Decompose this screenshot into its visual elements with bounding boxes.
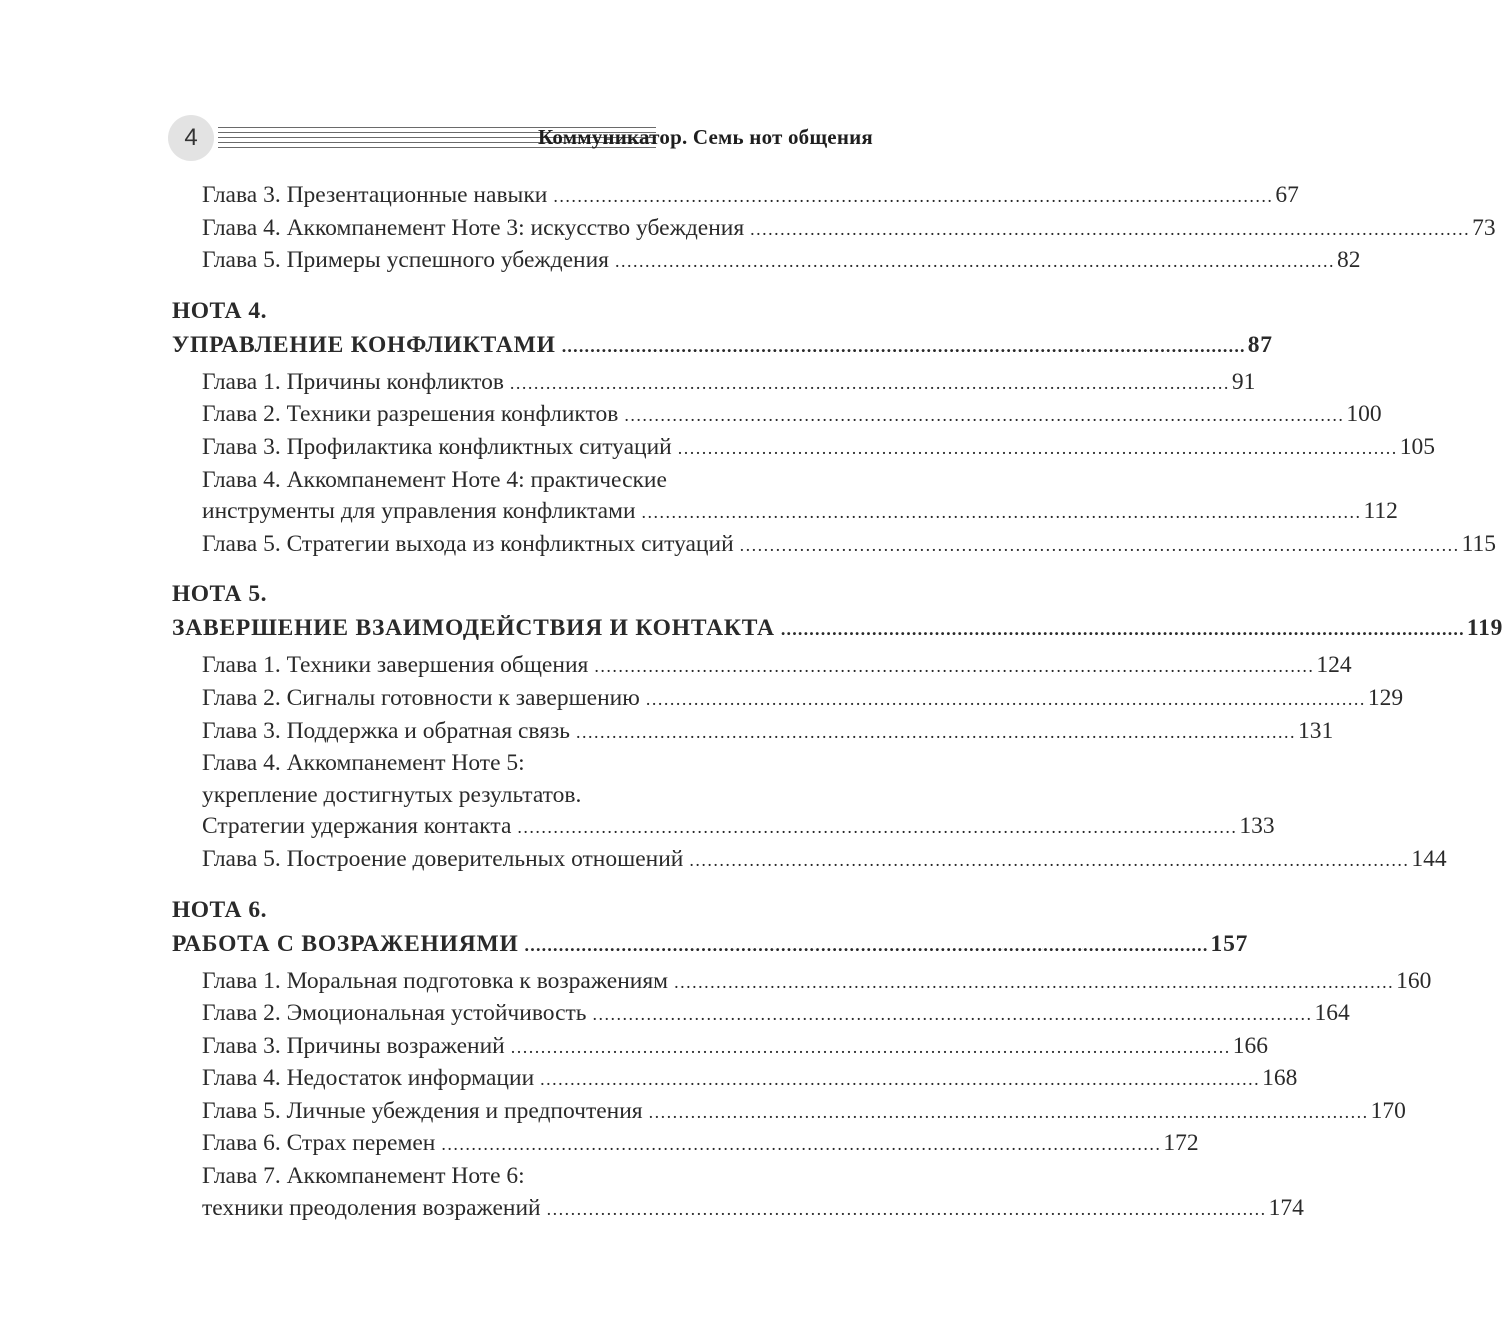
toc-entry-title: Глава 1. Причины конфликтов (202, 368, 504, 395)
toc-entry-page: 105 (1399, 433, 1435, 460)
toc-entry[interactable] (172, 1193, 1304, 1226)
dot-leader: ........................................................................................................................ (594, 656, 1315, 677)
toc-entry-line: укрепление достигнутых результатов. (202, 781, 582, 808)
toc-entry[interactable] (172, 180, 1299, 213)
page-number: 4 (168, 115, 214, 161)
toc-entry-line: Глава 4. Аккомпанемент Ноте 5: (202, 750, 525, 777)
dot-leader: ........................................................................................................................ (561, 335, 1246, 356)
page-header (168, 113, 873, 163)
toc-entry-title: Глава 1. Техники завершения общения (202, 652, 589, 679)
section-page: 119 (1466, 615, 1503, 642)
section-entry[interactable] (172, 328, 1273, 363)
top-chapter-list (172, 180, 1496, 278)
toc-entry-page: 112 (1363, 498, 1398, 525)
toc-entry-page: 174 (1268, 1194, 1304, 1221)
toc-entry[interactable] (172, 683, 1404, 716)
toc-entry-page: 144 (1411, 845, 1447, 872)
dot-leader: ........................................................................................................................ (592, 1004, 1313, 1025)
toc-entry-title: Глава 3. Профилактика конфликтных ситуаций (202, 433, 672, 460)
section-entry[interactable] (172, 611, 1503, 646)
toc-entry-line: Глава 4. Аккомпанемент Ноте 4: практические (202, 466, 667, 493)
section-entry[interactable] (172, 927, 1249, 962)
toc-entry-title: Глава 1. Моральная подготовка к возражениям (202, 967, 669, 994)
running-title: Коммуникатор. Семь нот общения (538, 125, 873, 149)
note-label: НОТА 5. (172, 581, 268, 608)
toc-entry[interactable] (172, 716, 1334, 749)
toc-entry[interactable] (172, 998, 1350, 1031)
toc-entry-title: инструменты для управления конфликтами (202, 498, 636, 525)
dot-leader: ........................................................................................................................ (509, 372, 1230, 393)
dot-leader: ........................................................................................................................ (677, 437, 1398, 458)
dot-leader: ........................................................................................................................ (648, 1101, 1369, 1122)
section-title: РАБОТА С ВОЗРАЖЕНИЯМИ (172, 930, 519, 957)
toc-entry-line: Глава 7. Аккомпанемент Ноте 6: (202, 1163, 525, 1190)
dot-leader: ........................................................................................................................ (641, 502, 1362, 523)
toc-entry[interactable] (172, 367, 1256, 400)
dot-leader: ........................................................................................................................ (441, 1134, 1162, 1155)
toc-entry-page: 67 (1275, 182, 1299, 208)
toc-entry-page: 129 (1367, 684, 1404, 711)
dot-leader: ........................................................................................................................ (553, 186, 1274, 206)
toc-entry-page: 82 (1336, 247, 1361, 274)
section-title: ЗАВЕРШЕНИЕ ВЗАИМОДЕЙСТВИЯ И КОНТАКТА (172, 615, 775, 642)
dot-leader: ........................................................................................................................ (576, 721, 1297, 742)
toc-entry-page: 100 (1346, 401, 1382, 428)
toc-entry[interactable] (172, 966, 1432, 999)
toc-entry-title: Глава 3. Причины возражений (202, 1032, 505, 1059)
toc-entry-page: 73 (1472, 214, 1496, 241)
toc-entry-page: 115 (1461, 530, 1497, 557)
section-title: УПРАВЛЕНИЕ КОНФЛИКТАМИ (172, 331, 556, 358)
toc-entry[interactable] (172, 811, 1275, 844)
toc-entry[interactable] (172, 213, 1496, 246)
toc-entry-page: 160 (1396, 967, 1432, 994)
dot-leader: ........................................................................................................................ (510, 1036, 1231, 1057)
toc-entry-title: Глава 2. Техники разрешения конфликтов (202, 401, 619, 428)
toc-entry[interactable] (172, 1096, 1406, 1129)
toc-entry-title: Глава 3. Поддержка и обратная связь (202, 717, 571, 744)
section-page: 157 (1210, 930, 1249, 957)
toc-entry-page: 131 (1298, 717, 1334, 744)
toc-entry[interactable] (172, 432, 1435, 465)
toc-entry-title: Глава 3. Презентационные навыки (202, 182, 548, 208)
toc-entry-title: Глава 4. Аккомпанемент Ноте 3: искусство убеждения (202, 214, 745, 241)
dot-leader: ........................................................................................................................ (546, 1198, 1267, 1219)
toc-entry[interactable] (172, 1128, 1199, 1161)
toc-entry-page: 168 (1262, 1065, 1298, 1092)
toc-entry-title: Стратегии удержания контакта (202, 813, 512, 840)
dot-leader: ........................................................................................................................ (750, 218, 1471, 239)
toc-entry-title: Глава 2. Сигналы готовности к завершению (202, 684, 640, 711)
dot-leader: ........................................................................................................................ (614, 251, 1335, 272)
toc-entry[interactable] (172, 245, 1361, 278)
dot-leader: ........................................................................................................................ (689, 849, 1410, 870)
dot-leader: ........................................................................................................................ (739, 534, 1460, 555)
dot-leader: ........................................................................................................................ (624, 405, 1345, 426)
table-of-contents (172, 180, 1503, 1225)
dot-leader: ........................................................................................................................ (780, 619, 1465, 640)
toc-entry-title: Глава 6. Страх перемен (202, 1130, 436, 1157)
toc-entry[interactable] (172, 844, 1447, 877)
toc-entry[interactable] (172, 399, 1382, 432)
note-section-6 (172, 893, 1432, 1226)
note-label: НОТА 6. (172, 896, 268, 923)
toc-entry-title: Глава 5. Стратегии выхода из конфликтных ситуаций (202, 530, 734, 557)
toc-entry-page: 170 (1370, 1097, 1406, 1124)
toc-entry-page: 91 (1231, 368, 1256, 395)
toc-entry-page: 164 (1314, 1000, 1350, 1027)
toc-entry-page: 124 (1316, 652, 1352, 679)
toc-entry[interactable] (172, 650, 1352, 683)
note-section-4 (172, 294, 1497, 562)
section-page: 87 (1247, 331, 1273, 358)
toc-entry-title: Глава 4. Недостаток информации (202, 1065, 535, 1092)
toc-entry[interactable] (172, 1031, 1268, 1064)
dot-leader: ........................................................................................................................ (540, 1069, 1261, 1090)
toc-entry-page: 172 (1163, 1130, 1199, 1157)
dot-leader: ........................................................................................................................ (674, 971, 1395, 992)
toc-entry-title: техники преодоления возражений (202, 1194, 541, 1221)
toc-entry[interactable] (172, 1063, 1298, 1096)
toc-entry[interactable] (172, 496, 1398, 529)
note-label: НОТА 4. (172, 297, 268, 324)
toc-entry-title: Глава 2. Эмоциональная устойчивость (202, 1000, 587, 1027)
toc-entry-title: Глава 5. Личные убеждения и предпочтения (202, 1097, 643, 1124)
toc-entry-page: 133 (1239, 813, 1275, 840)
dot-leader: ........................................................................................................................ (517, 817, 1238, 838)
dot-leader: ........................................................................................................................ (524, 934, 1209, 955)
toc-entry-title: Глава 5. Построение доверительных отношений (202, 845, 684, 872)
note-section-5 (172, 577, 1503, 876)
toc-entry[interactable] (172, 529, 1497, 562)
toc-entry-title: Глава 5. Примеры успешного убеждения (202, 247, 609, 274)
toc-entry-page: 166 (1232, 1032, 1268, 1059)
dot-leader: ........................................................................................................................ (645, 688, 1366, 709)
